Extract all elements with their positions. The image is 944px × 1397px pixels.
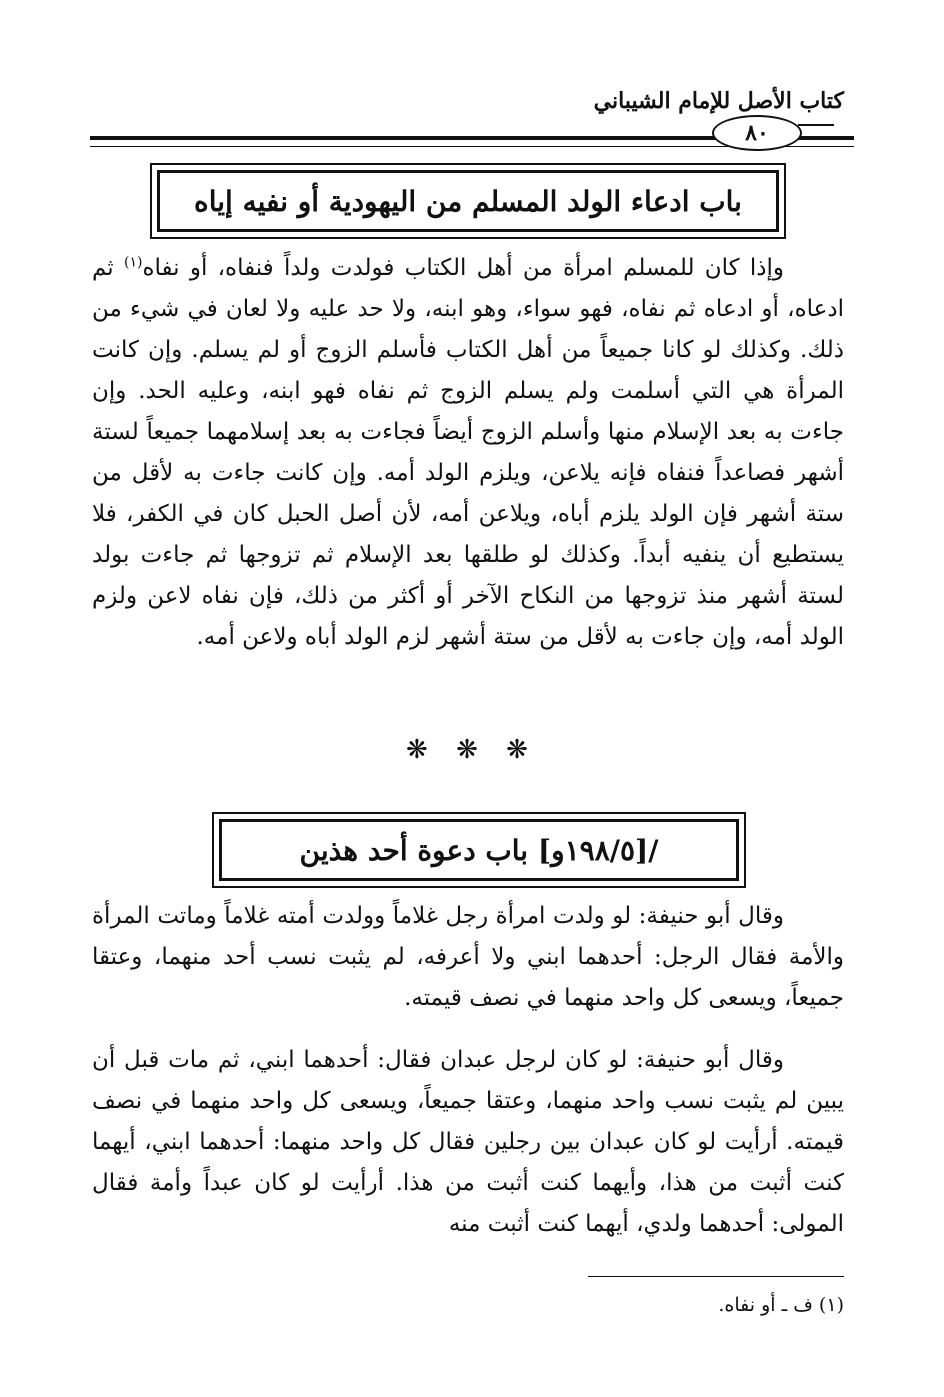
chapter-1-title: باب ادعاء الولد المسلم من اليهودية أو نفيه إياه	[157, 170, 779, 232]
chapter-2-paragraph-1: وقال أبو حنيفة: لو ولدت امرأة رجل غلاماً وولدت أمته غلاماً وماتت المرأة والأمة فقال الرجل: أحدهما ابني ولا أعرفه، لم يثبت نسب أحد منهما، وعتقا جميعاً، ويسعى كل واحد منهما في نصف قيمته.	[92, 903, 844, 1011]
chapter-2-title: /[١٩٨/٥و] باب دعوة أحد هذين	[219, 819, 739, 881]
section-separator: ❋ ❋ ❋	[406, 735, 538, 765]
chapter-1-title-frame	[150, 163, 786, 239]
footnote-rule	[588, 1276, 844, 1277]
oval-connector-line	[798, 124, 834, 138]
paragraph-text-start: وإذا كان للمسلم امرأة من أهل الكتاب فولدت ولداً فنفاه، أو نفاه	[142, 255, 784, 281]
page-number: ٨٠	[712, 115, 802, 151]
footnote-reference[interactable]: (١)	[124, 254, 143, 271]
running-title: كتاب الأصل للإمام الشيباني	[593, 88, 844, 114]
paragraph-text-rest: ثم ادعاه، أو ادعاه ثم نفاه، فهو سواء، وهو ابنه، ولا حد عليه ولا لعان في شيء من ذلك. وكذلك لو كانا جميعاً من أهل الكتاب فأسلم الزوج أو لم يسلم. وإن كانت المرأة هي التي أسلمت ولم يسلم الزوج ثم نفاه فهو ابنه، وعليه الحد. وإن جاءت به بعد الإسلام منها وأسلم الزوج أيضاً فجاءت به بعد إسلامهما جميعاً لستة أشهر فصاعداً فنفاه فإنه يلاعن، ويلزم الولد أمه. وإن كانت جاءت به لأقل من ستة أشهر فإن الولد يلزم أباه، ويلاعن أمه، لأن أصل الحبل كان في الكفر، فلا يستطيع أن ينفيه أبداً. وكذلك لو طلقها بعد الإسلام ثم تزوجها ثم جاءت بولد لستة أشهر منذ تزوجها من النكاح الآخر أو أكثر من ذلك، فإن نفاه لاعن ولزم الولد أمه، وإن جاءت به لأقل من ستة أشهر لزم الولد أباه ولاعن أمه.	[92, 255, 844, 650]
chapter-2-paragraph-2: وقال أبو حنيفة: لو كان لرجل عبدان فقال: أحدهما ابني، ثم مات قبل أن يبين لم يثبت نسب واحد منهما، وعتقا جميعاً، ويسعى كل واحد منهما في نصف قيمته. أرأيت لو كان عبدان بين رجلين فقال كل واحد منهما: أحدهما ابني، أيهما كنت أثبت من هذا، وأيهما كنت أثبت من هذا. أرأيت لو كان عبداً وأمة فقال المولى: أحدهما ولدي، أيهما كنت أثبت منه	[92, 1047, 845, 1237]
chapter-1-paragraph	[92, 248, 844, 658]
footnote: (١) ف ـ أو نفاه.	[718, 1294, 844, 1316]
chapter-2-title-frame	[212, 812, 746, 888]
